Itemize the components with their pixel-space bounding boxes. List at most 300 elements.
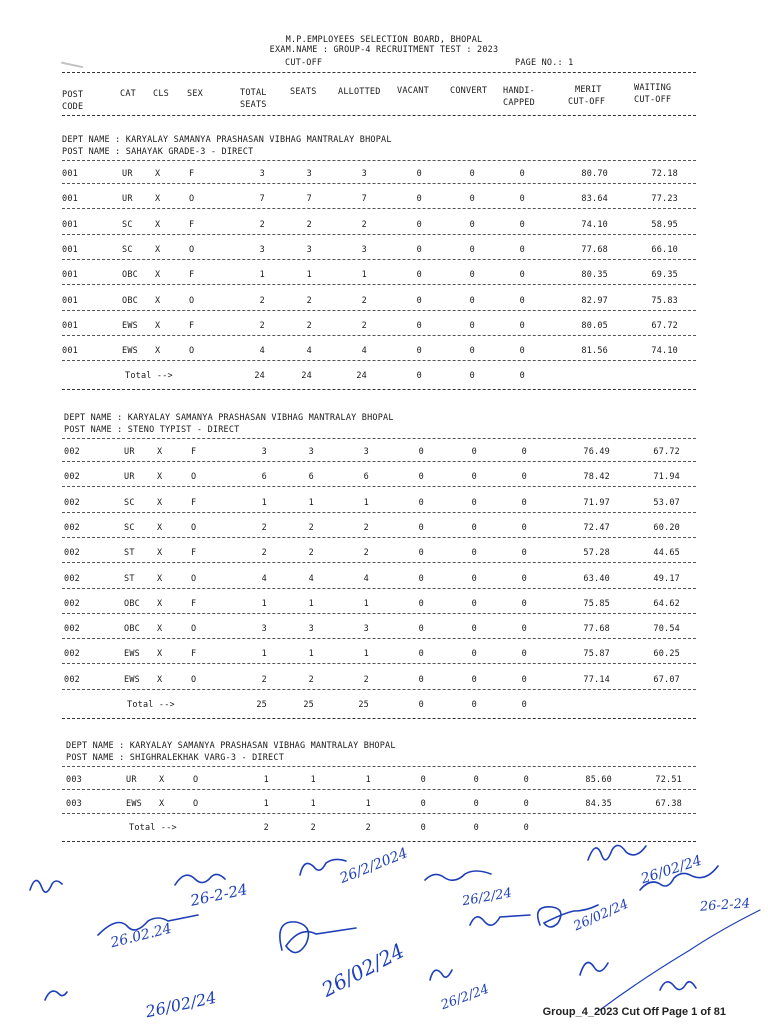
merit-cutoff-cell: 77.68 xyxy=(581,244,608,255)
col-cat: CAT xyxy=(120,89,136,99)
waiting-cutoff-cell: 64.62 xyxy=(653,598,680,609)
sex-cell: O xyxy=(189,346,195,357)
allotted-cell: 2 xyxy=(361,320,367,331)
allotted-cell: 1 xyxy=(363,598,369,609)
category-cell: SC xyxy=(122,219,133,230)
post-code-cell: 002 xyxy=(64,649,80,660)
class-cell: X xyxy=(157,649,163,660)
row-rule xyxy=(62,360,696,361)
total-value: 0 xyxy=(471,700,477,710)
col-total-seats-2: SEATS xyxy=(240,100,267,110)
row-rule xyxy=(62,789,696,790)
table-row xyxy=(0,649,768,663)
row-rule xyxy=(62,183,696,184)
category-cell: ST xyxy=(124,573,135,584)
table-row xyxy=(0,675,768,689)
signature-date-10: 26/02/24 xyxy=(639,852,704,888)
sex-cell: O xyxy=(189,295,195,306)
convert-cell: 0 xyxy=(473,775,479,785)
page-number: PAGE NO.: 1 xyxy=(515,58,574,68)
allotted-cell: 2 xyxy=(363,674,369,685)
vacant-cell: 0 xyxy=(416,169,422,179)
post-code-cell: 002 xyxy=(64,497,80,508)
total-value: 25 xyxy=(358,700,369,710)
row-rule xyxy=(62,588,696,589)
row-rule xyxy=(62,461,696,462)
vacant-cell: 0 xyxy=(418,497,424,508)
vacant-cell: 0 xyxy=(416,194,422,205)
row-rule xyxy=(62,486,696,487)
post-code-cell: 001 xyxy=(62,270,78,281)
col-post-code-2: CODE xyxy=(62,102,84,112)
vacant-cell: 0 xyxy=(418,624,424,635)
total-value: 25 xyxy=(256,700,267,710)
waiting-cutoff-cell: 72.51 xyxy=(655,775,682,785)
total-value: 24 xyxy=(356,371,367,382)
total-row xyxy=(0,371,768,385)
signature-date-9: 26/2/24 xyxy=(438,981,492,1014)
table-row xyxy=(0,799,768,813)
seats-cell: 6 xyxy=(308,472,314,483)
sex-cell: F xyxy=(189,219,195,230)
waiting-cutoff-cell: 67.72 xyxy=(653,447,680,457)
handicapped-cell: 0 xyxy=(521,624,527,635)
sex-cell: F xyxy=(189,169,195,179)
handicapped-cell: 0 xyxy=(521,497,527,508)
total-value: 0 xyxy=(469,371,475,382)
class-cell: X xyxy=(155,169,161,179)
sex-cell: O xyxy=(191,522,197,533)
post-name: POST NAME : STENO TYPIST - DIRECT xyxy=(64,425,240,435)
total-label: Total --> xyxy=(125,371,173,382)
handicapped-cell: 0 xyxy=(521,522,527,533)
total-seats-cell: 6 xyxy=(261,472,267,483)
table-row xyxy=(0,220,768,234)
handicapped-cell: 0 xyxy=(521,548,527,559)
class-cell: X xyxy=(155,194,161,205)
col-merit-1: MERIT xyxy=(575,85,602,95)
class-cell: X xyxy=(159,775,165,785)
allotted-cell: 1 xyxy=(365,799,371,809)
waiting-cutoff-cell: 58.95 xyxy=(651,219,678,230)
category-cell: OBC xyxy=(122,295,138,306)
seats-cell: 4 xyxy=(306,346,312,357)
convert-cell: 0 xyxy=(471,649,477,660)
sex-cell: F xyxy=(191,548,197,559)
waiting-cutoff-cell: 77.23 xyxy=(651,194,678,205)
total-seats-cell: 3 xyxy=(259,244,265,255)
sex-cell: F xyxy=(191,649,197,660)
vacant-cell: 0 xyxy=(416,295,422,306)
sex-cell: F xyxy=(189,320,195,331)
row-rule xyxy=(62,537,696,538)
total-value: 2 xyxy=(310,823,316,833)
seats-cell: 1 xyxy=(308,598,314,609)
post-code-cell: 001 xyxy=(62,320,78,331)
category-cell: OBC xyxy=(124,624,140,635)
class-cell: X xyxy=(157,548,163,559)
allotted-cell: 4 xyxy=(361,346,367,357)
row-rule xyxy=(62,562,696,563)
section-end-rule xyxy=(62,718,696,719)
col-sex: SEX xyxy=(187,89,203,99)
post-code-cell: 001 xyxy=(62,244,78,255)
total-seats-cell: 1 xyxy=(261,497,267,508)
post-name: POST NAME : SAHAYAK GRADE-3 - DIRECT xyxy=(62,147,254,157)
convert-cell: 0 xyxy=(469,295,475,306)
convert-cell: 0 xyxy=(471,598,477,609)
seats-cell: 1 xyxy=(306,270,312,281)
allotted-cell: 1 xyxy=(363,497,369,508)
post-code-cell: 001 xyxy=(62,194,78,205)
section-rule xyxy=(62,160,696,161)
category-cell: OBC xyxy=(122,270,138,281)
total-seats-cell: 2 xyxy=(261,522,267,533)
table-row xyxy=(0,775,768,789)
signature-date-5: 26.02.24 xyxy=(108,920,174,952)
total-seats-cell: 1 xyxy=(261,598,267,609)
handicapped-cell: 0 xyxy=(519,194,525,205)
sex-cell: O xyxy=(191,674,197,685)
category-cell: EWS xyxy=(122,346,138,357)
sex-cell: O xyxy=(191,472,197,483)
handicapped-cell: 0 xyxy=(519,244,525,255)
merit-cutoff-cell: 82.97 xyxy=(581,295,608,306)
waiting-cutoff-cell: 67.38 xyxy=(655,799,682,809)
total-value: 0 xyxy=(523,823,529,833)
col-waiting-2: CUT-OFF xyxy=(634,95,672,105)
col-handicapped-1: HANDI- xyxy=(503,86,535,96)
sex-cell: F xyxy=(191,447,197,457)
handicapped-cell: 0 xyxy=(519,270,525,281)
convert-cell: 0 xyxy=(471,674,477,685)
cutoff-title: CUT-OFF xyxy=(285,58,323,68)
category-cell: SC xyxy=(122,244,133,255)
col-waiting-1: WAITING xyxy=(634,83,672,93)
seats-cell: 1 xyxy=(310,799,316,809)
post-code-cell: 002 xyxy=(64,598,80,609)
waiting-cutoff-cell: 67.72 xyxy=(651,320,678,331)
category-cell: EWS xyxy=(124,649,140,660)
merit-cutoff-cell: 77.14 xyxy=(583,674,610,685)
post-code-cell: 002 xyxy=(64,447,80,457)
row-rule xyxy=(62,310,696,311)
merit-cutoff-cell: 72.47 xyxy=(583,522,610,533)
dept-name: DEPT NAME : KARYALAY SAMANYA PRASHASAN VIBHAG MANTRALAY BHOPAL xyxy=(66,741,396,751)
sex-cell: O xyxy=(193,799,199,809)
total-seats-cell: 1 xyxy=(259,270,265,281)
merit-cutoff-cell: 83.64 xyxy=(581,194,608,205)
merit-cutoff-cell: 80.70 xyxy=(581,169,608,179)
section-end-rule xyxy=(62,389,696,390)
class-cell: X xyxy=(155,346,161,357)
post-code-cell: 003 xyxy=(66,775,82,785)
table-row xyxy=(0,599,768,613)
row-rule xyxy=(62,234,696,235)
sex-cell: F xyxy=(191,497,197,508)
total-value: 0 xyxy=(416,371,422,382)
seats-cell: 3 xyxy=(306,244,312,255)
merit-cutoff-cell: 80.35 xyxy=(581,270,608,281)
seats-cell: 2 xyxy=(306,320,312,331)
allotted-cell: 1 xyxy=(363,649,369,660)
total-seats-cell: 3 xyxy=(261,447,267,457)
signature-date-1: 26-2-24 xyxy=(188,880,250,910)
convert-cell: 0 xyxy=(471,624,477,635)
vacant-cell: 0 xyxy=(420,799,426,809)
convert-cell: 0 xyxy=(471,472,477,483)
post-code-cell: 002 xyxy=(64,624,80,635)
waiting-cutoff-cell: 75.83 xyxy=(651,295,678,306)
handicapped-cell: 0 xyxy=(521,598,527,609)
staple-mark xyxy=(61,54,85,68)
sex-cell: F xyxy=(189,270,195,281)
col-convert: CONVERT xyxy=(450,86,488,96)
vacant-cell: 0 xyxy=(416,320,422,331)
post-code-cell: 003 xyxy=(66,799,82,809)
total-seats-cell: 2 xyxy=(259,320,265,331)
allotted-cell: 3 xyxy=(363,624,369,635)
waiting-cutoff-cell: 49.17 xyxy=(653,573,680,584)
signature-date-7: 26/02/24 xyxy=(143,987,219,1022)
table-row xyxy=(0,548,768,562)
row-rule xyxy=(62,613,696,614)
convert-cell: 0 xyxy=(469,346,475,357)
merit-cutoff-cell: 78.42 xyxy=(583,472,610,483)
category-cell: ST xyxy=(124,548,135,559)
allotted-cell: 2 xyxy=(361,295,367,306)
merit-cutoff-cell: 85.60 xyxy=(585,775,612,785)
total-seats-cell: 2 xyxy=(261,548,267,559)
convert-cell: 0 xyxy=(469,194,475,205)
row-rule xyxy=(62,813,696,814)
total-value: 2 xyxy=(365,823,371,833)
total-seats-cell: 4 xyxy=(261,573,267,584)
convert-cell: 0 xyxy=(469,219,475,230)
convert-cell: 0 xyxy=(469,320,475,331)
table-row xyxy=(0,270,768,284)
merit-cutoff-cell: 77.68 xyxy=(583,624,610,635)
seats-cell: 3 xyxy=(308,624,314,635)
convert-cell: 0 xyxy=(471,497,477,508)
total-seats-cell: 2 xyxy=(259,219,265,230)
category-cell: UR xyxy=(122,194,133,205)
total-row xyxy=(0,823,768,837)
convert-cell: 0 xyxy=(469,244,475,255)
total-value: 24 xyxy=(254,371,265,382)
post-code-cell: 002 xyxy=(64,522,80,533)
table-row xyxy=(0,472,768,486)
seats-cell: 3 xyxy=(306,169,312,179)
waiting-cutoff-cell: 66.10 xyxy=(651,244,678,255)
table-row xyxy=(0,523,768,537)
table-row xyxy=(0,574,768,588)
row-rule xyxy=(62,284,696,285)
total-value: 0 xyxy=(519,371,525,382)
row-rule xyxy=(62,335,696,336)
merit-cutoff-cell: 84.35 xyxy=(585,799,612,809)
seats-cell: 7 xyxy=(306,194,312,205)
total-seats-cell: 3 xyxy=(261,624,267,635)
seats-cell: 2 xyxy=(308,522,314,533)
row-rule xyxy=(62,512,696,513)
seats-cell: 3 xyxy=(308,447,314,457)
category-cell: EWS xyxy=(126,799,142,809)
row-rule xyxy=(62,689,696,690)
total-seats-cell: 1 xyxy=(263,799,269,809)
merit-cutoff-cell: 57.28 xyxy=(583,548,610,559)
waiting-cutoff-cell: 53.07 xyxy=(653,497,680,508)
category-cell: UR xyxy=(124,472,135,483)
total-seats-cell: 2 xyxy=(261,674,267,685)
waiting-cutoff-cell: 69.35 xyxy=(651,270,678,281)
post-code-cell: 002 xyxy=(64,472,80,483)
vacant-cell: 0 xyxy=(418,573,424,584)
vacant-cell: 0 xyxy=(418,649,424,660)
class-cell: X xyxy=(157,573,163,584)
category-cell: UR xyxy=(126,775,137,785)
allotted-cell: 3 xyxy=(363,447,369,457)
allotted-cell: 1 xyxy=(365,775,371,785)
seats-cell: 4 xyxy=(308,573,314,584)
signature-date-4: 26/02/24 xyxy=(317,938,409,1002)
total-value: 25 xyxy=(303,700,314,710)
seats-cell: 2 xyxy=(308,674,314,685)
section-rule xyxy=(62,766,696,767)
row-rule xyxy=(62,663,696,664)
convert-cell: 0 xyxy=(469,270,475,281)
allotted-cell: 2 xyxy=(363,522,369,533)
merit-cutoff-cell: 71.97 xyxy=(583,497,610,508)
handicapped-cell: 0 xyxy=(523,775,529,785)
page-footer: Group_4_2023 Cut Off Page 1 of 81 xyxy=(542,1006,726,1018)
merit-cutoff-cell: 81.56 xyxy=(581,346,608,357)
total-value: 24 xyxy=(301,371,312,382)
col-merit-2: CUT-OFF xyxy=(568,97,606,107)
total-seats-cell: 4 xyxy=(259,346,265,357)
handicapped-cell: 0 xyxy=(521,649,527,660)
col-total-seats-1: TOTAL xyxy=(240,88,267,98)
vacant-cell: 0 xyxy=(416,346,422,357)
post-code-cell: 001 xyxy=(62,346,78,357)
convert-cell: 0 xyxy=(471,573,477,584)
convert-cell: 0 xyxy=(471,447,477,457)
handicapped-cell: 0 xyxy=(519,320,525,331)
handicapped-cell: 0 xyxy=(521,447,527,457)
signature-date-8: 26-2-24 xyxy=(699,896,751,915)
category-cell: SC xyxy=(124,522,135,533)
total-seats-cell: 2 xyxy=(259,295,265,306)
handicapped-cell: 0 xyxy=(521,573,527,584)
class-cell: X xyxy=(155,270,161,281)
handicapped-cell: 0 xyxy=(523,799,529,809)
allotted-cell: 3 xyxy=(361,244,367,255)
class-cell: X xyxy=(157,674,163,685)
col-cls: CLS xyxy=(153,89,169,99)
post-name: POST NAME : SHIGHRALEKHAK VARG-3 - DIRECT xyxy=(66,753,285,763)
table-row xyxy=(0,321,768,335)
total-seats-cell: 7 xyxy=(259,194,265,205)
handicapped-cell: 0 xyxy=(519,169,525,179)
allotted-cell: 7 xyxy=(361,194,367,205)
category-cell: EWS xyxy=(124,674,140,685)
col-post-code-1: POST xyxy=(62,90,84,100)
vacant-cell: 0 xyxy=(420,775,426,785)
seats-cell: 1 xyxy=(310,775,316,785)
sex-cell: O xyxy=(193,775,199,785)
allotted-cell: 3 xyxy=(361,169,367,179)
dept-name: DEPT NAME : KARYALAY SAMANYA PRASHASAN VIBHAG MANTRALAY BHOPAL xyxy=(62,135,392,145)
sex-cell: O xyxy=(189,194,195,205)
waiting-cutoff-cell: 70.54 xyxy=(653,624,680,635)
vacant-cell: 0 xyxy=(418,548,424,559)
total-label: Total --> xyxy=(127,700,175,710)
seats-cell: 1 xyxy=(308,649,314,660)
merit-cutoff-cell: 75.87 xyxy=(583,649,610,660)
class-cell: X xyxy=(155,219,161,230)
total-value: 0 xyxy=(418,700,424,710)
class-cell: X xyxy=(155,244,161,255)
class-cell: X xyxy=(155,320,161,331)
table-row xyxy=(0,245,768,259)
table-row xyxy=(0,447,768,461)
row-rule xyxy=(62,638,696,639)
post-code-cell: 002 xyxy=(64,674,80,685)
seats-cell: 2 xyxy=(308,548,314,559)
waiting-cutoff-cell: 44.65 xyxy=(653,548,680,559)
dept-name: DEPT NAME : KARYALAY SAMANYA PRASHASAN VIBHAG MANTRALAY BHOPAL xyxy=(64,413,394,423)
category-cell: SC xyxy=(124,497,135,508)
table-row xyxy=(0,169,768,183)
merit-cutoff-cell: 75.85 xyxy=(583,598,610,609)
vacant-cell: 0 xyxy=(418,598,424,609)
class-cell: X xyxy=(159,799,165,809)
header-rule-top xyxy=(62,72,696,73)
seats-cell: 1 xyxy=(308,497,314,508)
sex-cell: O xyxy=(191,573,197,584)
convert-cell: 0 xyxy=(471,548,477,559)
total-label: Total --> xyxy=(129,823,177,833)
allotted-cell: 1 xyxy=(361,270,367,281)
handicapped-cell: 0 xyxy=(519,219,525,230)
row-rule xyxy=(62,208,696,209)
col-seats: SEATS xyxy=(290,87,317,97)
vacant-cell: 0 xyxy=(416,219,422,230)
class-cell: X xyxy=(157,472,163,483)
exam-name: EXAM.NAME : GROUP-4 RECRUITMENT TEST : 2023 xyxy=(269,45,499,55)
waiting-cutoff-cell: 74.10 xyxy=(651,346,678,357)
total-value: 0 xyxy=(473,823,479,833)
vacant-cell: 0 xyxy=(416,244,422,255)
class-cell: X xyxy=(155,295,161,306)
merit-cutoff-cell: 63.40 xyxy=(583,573,610,584)
sex-cell: F xyxy=(191,598,197,609)
post-code-cell: 001 xyxy=(62,219,78,230)
handicapped-cell: 0 xyxy=(519,295,525,306)
waiting-cutoff-cell: 71.94 xyxy=(653,472,680,483)
post-code-cell: 002 xyxy=(64,548,80,559)
signature-date-3: 26/2/24 xyxy=(461,885,514,910)
total-seats-cell: 3 xyxy=(259,169,265,179)
table-row xyxy=(0,296,768,310)
class-cell: X xyxy=(157,522,163,533)
total-value: 0 xyxy=(420,823,426,833)
category-cell: EWS xyxy=(122,320,138,331)
post-code-cell: 001 xyxy=(62,169,78,179)
vacant-cell: 0 xyxy=(418,447,424,457)
total-value: 2 xyxy=(263,823,269,833)
vacant-cell: 0 xyxy=(418,472,424,483)
